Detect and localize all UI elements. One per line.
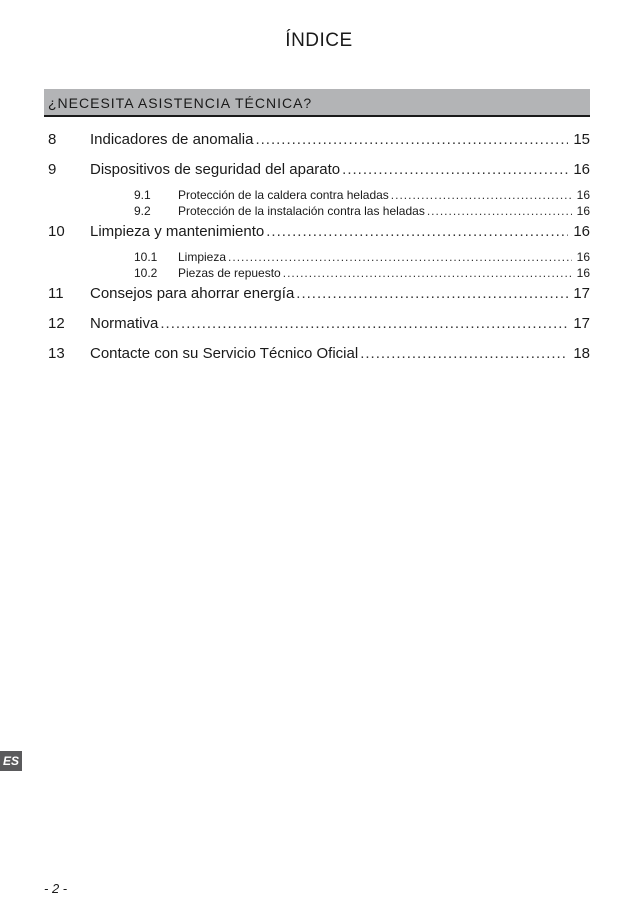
toc-entry-page: 15 [573, 131, 590, 148]
toc-entry-leader-dots [255, 131, 568, 148]
toc-entry-label: Contacte con su Servicio Técnico Oficial [90, 345, 359, 362]
toc-subentry-label: Limpieza [178, 250, 227, 264]
toc-subentry-leader-dots [427, 204, 572, 218]
toc-subentry-number: 10.1 [134, 250, 158, 264]
toc-subentry[interactable] [48, 188, 590, 204]
toc-subentry-page: 16 [576, 188, 590, 202]
page-number: - 2 - [44, 881, 68, 896]
toc-entry-page: 18 [573, 345, 590, 362]
toc-entry[interactable] [48, 345, 590, 372]
toc-subentry-leader-dots [228, 250, 572, 264]
toc-entry[interactable] [48, 315, 590, 342]
toc-subentry-number: 9.1 [134, 188, 151, 202]
toc-subentry-number: 10.2 [134, 266, 158, 280]
toc-entry[interactable] [48, 161, 590, 188]
toc-entry-number: 10 [48, 223, 65, 240]
toc-entry[interactable] [48, 131, 590, 158]
toc-subentry-label: Protección de la instalación contra las heladas [178, 204, 425, 218]
toc-entry-label: Indicadores de anomalia [90, 131, 254, 148]
language-tab: ES [0, 751, 22, 771]
section-header [44, 89, 590, 117]
toc-entry-page: 16 [573, 223, 590, 240]
toc-subentry-number: 9.2 [134, 204, 151, 218]
toc-entry-leader-dots [160, 315, 568, 332]
toc-entry-page: 17 [573, 315, 590, 332]
toc-entry-leader-dots [266, 223, 568, 240]
toc-subentry[interactable] [48, 266, 590, 282]
toc-entry-number: 9 [48, 161, 57, 178]
toc-entry-leader-dots [360, 345, 568, 362]
toc-entry[interactable] [48, 285, 590, 312]
toc-entry-page: 16 [573, 161, 590, 178]
toc-subentry-leader-dots [391, 188, 572, 202]
table-of-contents [48, 128, 590, 372]
toc-entry-label: Consejos para ahorrar energía [90, 285, 295, 302]
toc-entry-page: 17 [573, 285, 590, 302]
toc-subentry-page: 16 [576, 250, 590, 264]
toc-entry-number: 12 [48, 315, 65, 332]
toc-entry-number: 8 [48, 131, 57, 148]
toc-subentry-page: 16 [576, 204, 590, 218]
page-title: ÍNDICE [285, 30, 353, 51]
toc-entry-label: Dispositivos de seguridad del aparato [90, 161, 341, 178]
toc-entry-label: Limpieza y mantenimiento [90, 223, 265, 240]
toc-entry-leader-dots [296, 285, 568, 302]
section-header-label: ¿NECESITA ASISTENCIA TÉCNICA? [48, 95, 313, 111]
toc-subentry-leader-dots [283, 266, 572, 280]
toc-subentry-label: Protección de la caldera contra heladas [178, 188, 389, 202]
toc-entry[interactable] [48, 223, 590, 250]
toc-entry-label: Normativa [90, 315, 159, 332]
toc-subentry[interactable] [48, 250, 590, 266]
toc-entry-leader-dots [342, 161, 568, 178]
toc-subentry-label: Piezas de repuesto [178, 266, 281, 280]
toc-subentry-page: 16 [576, 266, 590, 280]
toc-entry-number: 11 [48, 285, 64, 302]
toc-subentry[interactable] [48, 204, 590, 220]
toc-entry-number: 13 [48, 345, 65, 362]
